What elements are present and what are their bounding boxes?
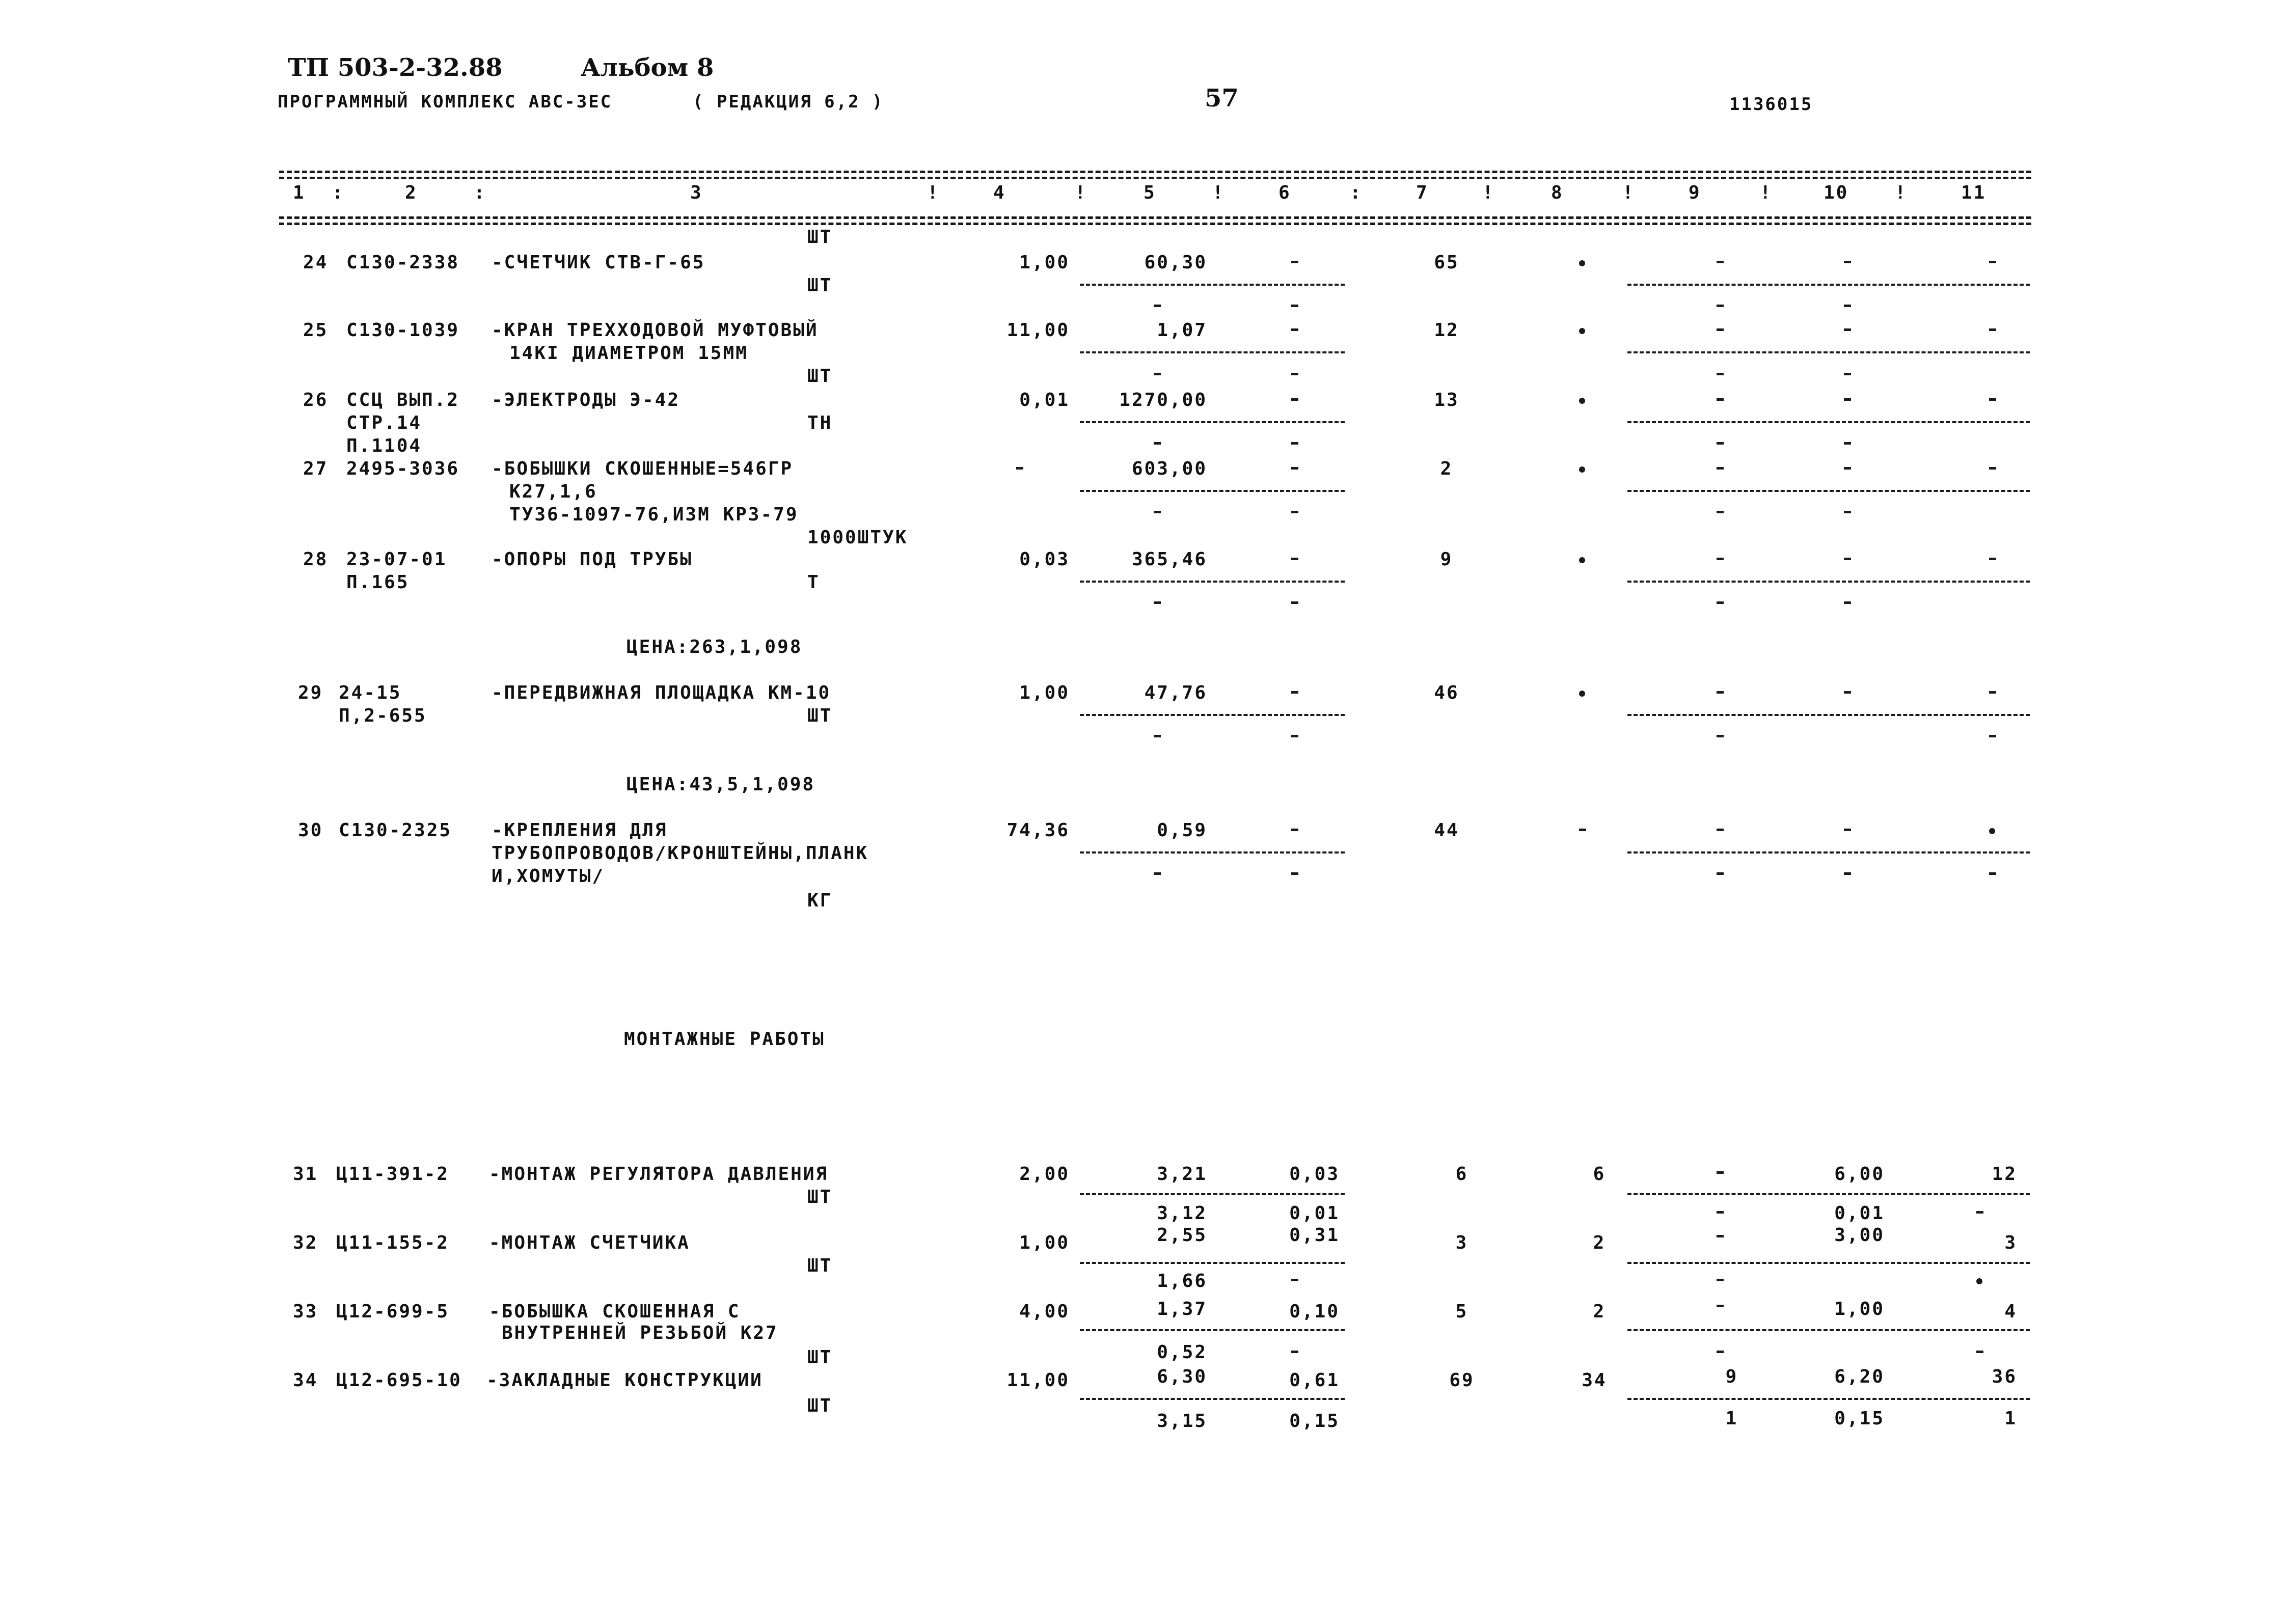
item-name-cont: К27,1,6 <box>509 481 597 502</box>
price-value: 1270,00 <box>1119 390 1207 410</box>
quantity-value: 1,00 <box>1019 1232 1070 1253</box>
subtotal-rule <box>1627 421 2030 423</box>
price-value: 1,07 <box>1157 320 1207 341</box>
quantity-value: 0,03 <box>1019 549 1070 570</box>
column-separator: ! <box>927 182 940 203</box>
subtotal-rule <box>1627 1329 2030 1331</box>
unit-label: 1000ШТУК <box>807 527 908 548</box>
item-code-cont: П.165 <box>346 572 410 593</box>
col11-value: 3 <box>2004 1232 2017 1253</box>
item-code: 2495-3036 <box>346 458 460 479</box>
empty-cell-dash <box>1844 829 1851 831</box>
item-code-cont: П,2-655 <box>339 705 427 726</box>
item-name-cont: 14КI ДИАМЕТРОМ 15ММ <box>509 343 748 364</box>
price-sub-value: 1,66 <box>1157 1271 1207 1291</box>
subtotal-rule <box>1627 1262 2030 1264</box>
empty-cell-dash <box>1717 1171 1724 1174</box>
document-id: 1136015 <box>1729 94 1813 115</box>
item-code: С130-2325 <box>339 820 452 841</box>
quantity-value: 1,00 <box>1019 682 1070 703</box>
unit-label: ШТ <box>807 1187 833 1207</box>
row-number: 27 <box>303 458 329 479</box>
empty-cell-dash <box>1291 373 1298 375</box>
price-note: ЦЕНА:43,5,1,098 <box>627 774 815 795</box>
item-name-cont: ТРУБОПРОВОДОВ/КРОНШТЕЙНЫ,ПЛАНК <box>492 843 869 864</box>
column-header-11: 11 <box>1961 182 1986 203</box>
col6-value: 0,61 <box>1289 1370 1340 1391</box>
empty-cell-dash <box>1291 467 1298 470</box>
empty-cell-dash <box>1717 601 1724 604</box>
price-value: 0,59 <box>1157 820 1207 841</box>
empty-cell-dash <box>1717 691 1724 694</box>
col7-value: 69 <box>1449 1370 1475 1391</box>
empty-cell-dash <box>1717 305 1724 307</box>
column-separator: : <box>1350 182 1363 203</box>
col10-value: 6,00 <box>1834 1164 1885 1185</box>
bullet-marker <box>1579 260 1585 266</box>
column-header-7: 7 <box>1416 182 1429 203</box>
bullet-marker <box>1579 328 1585 334</box>
col8-value: 6 <box>1593 1164 1606 1185</box>
header-rule-top-2 <box>279 177 2031 179</box>
item-code-cont: СТР.14 <box>346 412 422 433</box>
item-name: -МОНТАЖ РЕГУЛЯТОРА ДАВЛЕНИЯ <box>489 1164 829 1185</box>
empty-cell-dash <box>1717 442 1724 445</box>
item-name: -ЭЛЕКТРОДЫ Э-42 <box>492 390 681 410</box>
row-number: 26 <box>303 390 329 410</box>
empty-cell-dash <box>1844 442 1851 445</box>
empty-cell-dash <box>1844 872 1851 875</box>
column-separator: : <box>474 182 486 203</box>
empty-cell-dash <box>1154 373 1161 375</box>
col7-value: 9 <box>1440 549 1453 570</box>
bullet-marker <box>1579 691 1585 697</box>
empty-cell-dash <box>1291 829 1298 831</box>
subtotal-rule <box>1627 490 2030 492</box>
subtotal-rule <box>1080 851 1345 854</box>
subtotal-rule <box>1080 714 1345 716</box>
row-number: 30 <box>298 820 323 841</box>
bullet-marker <box>1976 1278 1982 1284</box>
empty-cell-dash <box>1717 1211 1724 1214</box>
subtotal-rule <box>1627 1193 2030 1195</box>
col9-sub-value: 1 <box>1725 1408 1738 1429</box>
unit-label: ШТ <box>807 705 833 726</box>
item-name-cont: И,ХОМУТЫ/ <box>492 866 605 887</box>
quantity-value: 2,00 <box>1019 1164 1070 1185</box>
quantity-value: 0,01 <box>1019 390 1070 410</box>
album-label: Альбом 8 <box>581 53 714 82</box>
price-value: 1,37 <box>1157 1299 1207 1319</box>
subtotal-rule <box>1627 351 2030 353</box>
col7-value: 65 <box>1434 252 1459 273</box>
bullet-marker <box>1579 398 1585 404</box>
col6-value: 0,10 <box>1289 1301 1340 1322</box>
unit-label: ШТ <box>807 275 833 296</box>
subtotal-rule <box>1080 490 1345 492</box>
empty-cell-dash <box>1291 872 1298 875</box>
price-sub-value: 3,12 <box>1157 1203 1207 1224</box>
empty-cell-dash <box>1844 467 1851 470</box>
row-number: 32 <box>293 1232 318 1253</box>
column-separator: ! <box>1482 182 1495 203</box>
column-header-4: 4 <box>993 182 1006 203</box>
item-name-cont: ТУ36-1097-76,ИЗМ КРЗ-79 <box>509 504 799 525</box>
col6-value: 0,03 <box>1289 1164 1340 1185</box>
subtotal-rule <box>1627 714 2030 716</box>
empty-cell-dash <box>1291 735 1298 737</box>
item-name: -СЧЕТЧИК СТВ-Г-65 <box>492 252 705 273</box>
price-value: 2,55 <box>1157 1225 1207 1246</box>
subtotal-rule <box>1080 1398 1345 1400</box>
col8-value: 34 <box>1582 1370 1607 1391</box>
item-name: -КРАН ТРЕХХОДОВОЙ МУФТОВЫЙ <box>492 320 819 341</box>
col9-value: 9 <box>1725 1366 1738 1387</box>
empty-cell-dash <box>1291 442 1298 445</box>
col7-value: 12 <box>1434 320 1459 341</box>
empty-cell-dash <box>1844 511 1851 513</box>
item-code: 24-15 <box>339 682 402 703</box>
empty-cell-dash <box>1291 511 1298 513</box>
price-value: 60,30 <box>1144 252 1207 273</box>
empty-cell-dash <box>1844 398 1851 401</box>
empty-cell-dash <box>1717 328 1724 331</box>
col6-sub-value: 0,15 <box>1289 1411 1340 1432</box>
col10-value: 3,00 <box>1834 1225 1885 1246</box>
col11-value: 12 <box>1992 1164 2017 1185</box>
col7-value: 6 <box>1455 1164 1468 1185</box>
empty-cell-dash <box>1154 442 1161 445</box>
column-header-1: 1 <box>293 182 306 203</box>
item-name: -ОПОРЫ ПОД ТРУБЫ <box>492 549 693 570</box>
item-code: Ц12-695-10 <box>336 1370 462 1391</box>
item-name: -БОБЫШКИ СКОШЕННЫЕ=546ГР <box>492 458 794 479</box>
empty-cell-dash <box>1291 305 1298 307</box>
header-rule-top <box>279 171 2031 173</box>
empty-cell-dash <box>1844 261 1851 263</box>
row-number: 33 <box>293 1301 318 1322</box>
column-header-2: 2 <box>405 182 418 203</box>
empty-cell-dash <box>1844 601 1851 604</box>
item-code: С130-1039 <box>346 320 460 341</box>
price-value: 47,76 <box>1144 682 1207 703</box>
item-name: -ПЕРЕДВИЖНАЯ ПЛОЩАДКА КМ-10 <box>492 682 831 703</box>
empty-cell-dash <box>1717 398 1724 401</box>
unit-label: ШТ <box>807 1347 833 1368</box>
empty-cell-dash <box>1154 735 1161 737</box>
item-code-cont: П.1104 <box>346 435 422 456</box>
price-value: 365,46 <box>1131 549 1207 570</box>
column-separator: ! <box>1760 182 1773 203</box>
document-code: ТП 503-2-32.88 <box>288 53 503 82</box>
empty-cell-dash <box>1989 467 1996 470</box>
column-header-10: 10 <box>1824 182 1849 203</box>
col8-value: 2 <box>1593 1301 1606 1322</box>
column-separator: ! <box>1212 182 1225 203</box>
row-number: 24 <box>303 252 329 273</box>
empty-cell-dash <box>1989 261 1996 263</box>
empty-cell-dash <box>1844 328 1851 331</box>
column-header-6: 6 <box>1278 182 1291 203</box>
program-name: ПРОГРАММНЫЙ КОМПЛЕКС АВС-3ЕС <box>278 92 613 112</box>
col8-value: 2 <box>1593 1232 1606 1253</box>
empty-cell-dash <box>1717 829 1724 831</box>
empty-cell-dash <box>1717 511 1724 513</box>
column-separator: ! <box>1075 182 1087 203</box>
empty-cell-dash <box>1291 261 1298 263</box>
empty-cell-dash <box>1154 305 1161 307</box>
column-separator: ! <box>1895 182 1908 203</box>
empty-cell-dash <box>1989 398 1996 401</box>
price-value: 603,00 <box>1131 458 1207 479</box>
empty-cell-dash <box>1989 872 1996 875</box>
col7-value: 13 <box>1434 390 1459 410</box>
row-number: 25 <box>303 320 329 341</box>
empty-cell-dash <box>1154 872 1161 875</box>
empty-cell-dash <box>1154 601 1161 604</box>
subtotal-rule <box>1080 351 1345 353</box>
empty-cell-dash <box>1989 328 1996 331</box>
col10-sub-value: 0,01 <box>1834 1203 1885 1224</box>
item-code: ССЦ ВЫП.2 <box>346 390 460 410</box>
empty-cell-dash <box>1844 373 1851 375</box>
bullet-marker <box>1989 828 1995 834</box>
empty-cell-dash <box>1717 735 1724 737</box>
empty-cell-dash <box>1291 601 1298 604</box>
header-rule-bottom-2 <box>279 223 2031 225</box>
unit-label: ШТ <box>807 1395 833 1416</box>
price-sub-value: 3,15 <box>1157 1411 1207 1432</box>
unit-label: ШТ <box>807 227 833 247</box>
price-value: 6,30 <box>1157 1366 1207 1387</box>
item-name: -МОНТАЖ СЧЕТЧИКА <box>489 1232 690 1253</box>
subtotal-rule <box>1627 1398 2030 1400</box>
unit-label: ТН <box>807 412 833 433</box>
subtotal-rule <box>1080 1193 1345 1195</box>
row-number: 28 <box>303 549 329 570</box>
column-header-3: 3 <box>690 182 703 203</box>
col7-value: 5 <box>1455 1301 1468 1322</box>
empty-cell-dash <box>1976 1351 1983 1353</box>
column-header-9: 9 <box>1689 182 1701 203</box>
item-code: Ц11-155-2 <box>336 1232 450 1253</box>
empty-cell-dash <box>1989 735 1996 737</box>
empty-cell-dash <box>1989 691 1996 694</box>
bullet-marker <box>1579 557 1585 563</box>
empty-cell-dash <box>1717 1305 1724 1307</box>
col11-value: 4 <box>2004 1301 2017 1322</box>
col10-sub-value: 0,15 <box>1834 1408 1885 1429</box>
column-separator: : <box>332 182 345 203</box>
price-value: 3,21 <box>1157 1164 1207 1185</box>
col10-value: 1,00 <box>1834 1299 1885 1319</box>
item-name: -ЗАКЛАДНЫЕ КОНСТРУКЦИИ <box>486 1370 763 1391</box>
empty-cell-dash <box>1291 691 1298 694</box>
column-header-5: 5 <box>1144 182 1156 203</box>
subtotal-rule <box>1080 1329 1345 1331</box>
empty-cell-dash <box>1844 691 1851 694</box>
empty-cell-dash <box>1989 558 1996 560</box>
subtotal-rule <box>1080 421 1345 423</box>
row-number: 31 <box>293 1164 318 1185</box>
empty-cell-dash <box>1844 305 1851 307</box>
column-header-8: 8 <box>1551 182 1564 203</box>
column-separator: ! <box>1622 182 1635 203</box>
subtotal-rule <box>1627 851 2030 854</box>
item-code: 23-07-01 <box>346 549 447 570</box>
empty-cell-dash <box>1154 511 1161 513</box>
empty-cell-dash <box>1717 373 1724 375</box>
col6-sub-value: 0,01 <box>1289 1203 1340 1224</box>
item-name: -БОБЫШКА СКОШЕННАЯ С <box>489 1301 741 1322</box>
col7-value: 2 <box>1440 458 1453 479</box>
empty-cell-dash <box>1579 829 1586 831</box>
unit-label: КГ <box>807 890 833 911</box>
edition-label: ( РЕДАКЦИЯ 6,2 ) <box>693 92 884 112</box>
empty-cell-dash <box>1717 872 1724 875</box>
row-number: 34 <box>293 1370 318 1391</box>
item-code: С130-2338 <box>346 252 460 273</box>
subtotal-rule <box>1080 1262 1345 1264</box>
item-name: -КРЕПЛЕНИЯ ДЛЯ <box>492 820 668 841</box>
empty-cell-dash <box>1291 328 1298 331</box>
subtotal-rule <box>1627 581 2030 583</box>
subtotal-rule <box>1080 581 1345 583</box>
col7-value: 3 <box>1455 1232 1468 1253</box>
empty-cell-dash <box>1717 1351 1724 1353</box>
item-name-cont: ВНУТРЕННЕЙ РЕЗЬБОЙ К27 <box>502 1323 778 1343</box>
quantity-value: 1,00 <box>1019 252 1070 273</box>
unit-label: ШТ <box>807 366 833 387</box>
empty-cell-dash <box>1016 467 1023 470</box>
item-code: Ц12-699-5 <box>336 1301 450 1322</box>
col11-value: 36 <box>1992 1366 2017 1387</box>
quantity-value: 4,00 <box>1019 1301 1070 1322</box>
col6-value: 0,31 <box>1289 1225 1340 1246</box>
empty-cell-dash <box>1717 1279 1724 1281</box>
price-note: ЦЕНА:263,1,098 <box>627 637 803 657</box>
col7-value: 46 <box>1434 682 1459 703</box>
unit-label: ШТ <box>807 1255 833 1276</box>
section-title: МОНТАЖНЫЕ РАБОТЫ <box>624 1029 825 1050</box>
empty-cell-dash <box>1717 558 1724 560</box>
empty-cell-dash <box>1291 1279 1298 1281</box>
row-number: 29 <box>298 682 323 703</box>
quantity-value: 74,36 <box>1006 820 1070 841</box>
col7-value: 44 <box>1434 820 1459 841</box>
bullet-marker <box>1579 466 1585 473</box>
col11-sub-value: 1 <box>2004 1408 2017 1429</box>
col10-value: 6,20 <box>1834 1366 1885 1387</box>
empty-cell-dash <box>1291 558 1298 560</box>
empty-cell-dash <box>1717 467 1724 470</box>
empty-cell-dash <box>1291 1351 1298 1353</box>
page-number: 57 <box>1205 84 1239 113</box>
subtotal-rule <box>1080 284 1345 286</box>
empty-cell-dash <box>1717 1235 1724 1237</box>
header-rule-bottom <box>279 216 2031 219</box>
quantity-value: 11,00 <box>1006 1370 1070 1391</box>
subtotal-rule <box>1627 284 2030 286</box>
price-sub-value: 0,52 <box>1157 1342 1207 1363</box>
empty-cell-dash <box>1717 261 1724 263</box>
empty-cell-dash <box>1291 398 1298 401</box>
item-code: Ц11-391-2 <box>336 1164 450 1185</box>
unit-label: Т <box>807 572 820 593</box>
empty-cell-dash <box>1976 1211 1983 1214</box>
empty-cell-dash <box>1844 558 1851 560</box>
quantity-value: 11,00 <box>1006 320 1070 341</box>
